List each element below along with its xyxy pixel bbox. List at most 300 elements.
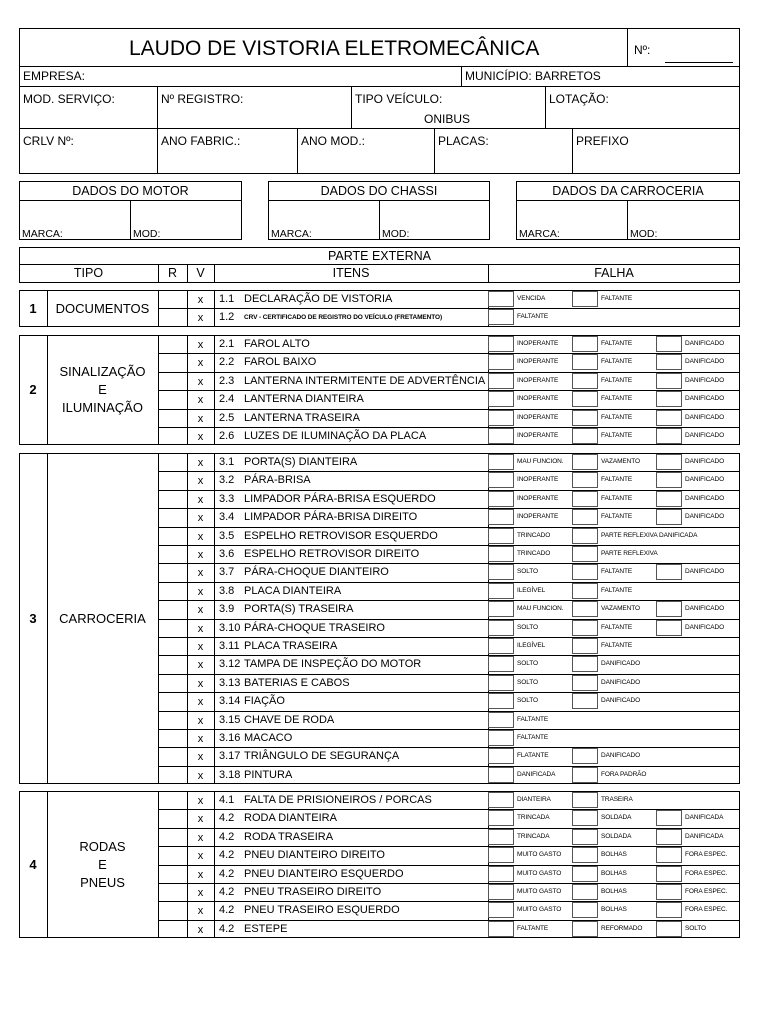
fail-option-label: VAZAMENTO — [601, 458, 640, 465]
fail-checkbox[interactable] — [572, 638, 598, 654]
fail-checkbox[interactable] — [572, 810, 598, 826]
fail-checkbox[interactable] — [572, 354, 598, 370]
fail-checkbox[interactable] — [488, 884, 514, 900]
v-check-mark[interactable]: x — [197, 375, 204, 388]
section-name: ILUMINAÇÃO — [62, 400, 143, 415]
fail-option-label: INOPERANTE — [517, 340, 559, 347]
v-check-mark[interactable]: x — [197, 512, 204, 525]
fail-option-label: TRINCADA — [517, 832, 550, 840]
carroceria-marca-label: MARCA: — [519, 228, 560, 240]
item-label: FALTA DE PRISIONEIROS / PORCAS — [244, 794, 432, 806]
fail-option-label: DANIFICADA — [517, 770, 556, 778]
item-label: PLACA TRASEIRA — [244, 640, 338, 652]
fail-option-label: SOLDADA — [601, 814, 632, 822]
row-divider — [158, 353, 740, 354]
fail-checkbox[interactable] — [656, 354, 682, 370]
fail-option-label: DANIFICADO — [685, 376, 725, 384]
section-name: RODAS — [79, 838, 126, 854]
fail-checkbox[interactable] — [572, 693, 598, 709]
fail-checkbox[interactable] — [572, 410, 598, 426]
fail-checkbox[interactable] — [488, 847, 514, 863]
fail-checkbox[interactable] — [572, 564, 598, 580]
fail-option-label: DANIFICADO — [601, 678, 641, 686]
v-check-mark[interactable]: x — [197, 431, 204, 443]
fail-checkbox[interactable] — [488, 866, 514, 882]
row-divider — [158, 372, 740, 373]
fail-checkbox[interactable] — [488, 472, 514, 488]
v-check-mark[interactable]: x — [197, 831, 204, 844]
fail-option-label: FORA ESPEC. — [685, 869, 728, 877]
item-label: LUZES DE ILUMINAÇÃO DA PLACA — [244, 430, 427, 442]
fail-option-label: DANIFICADO — [685, 494, 725, 502]
fail-checkbox[interactable] — [488, 428, 514, 444]
r-checkbox[interactable] — [159, 309, 186, 325]
fail-option-label: BOLHAS — [601, 869, 627, 877]
item-label: RODA TRASEIRA — [244, 830, 334, 843]
fail-checkbox[interactable] — [572, 336, 598, 352]
fail-option-label: DANIFICADA — [685, 832, 724, 840]
item-label: PNEU DIANTEIRO ESQUERDO — [244, 867, 404, 880]
fail-checkbox[interactable] — [488, 620, 514, 636]
v-check-mark[interactable]: x — [197, 475, 204, 488]
fail-checkbox[interactable] — [656, 428, 682, 444]
r-checkbox[interactable] — [159, 829, 186, 845]
fail-checkbox[interactable] — [572, 428, 598, 444]
item-label: PÁRA-BRISA — [244, 474, 311, 487]
r-checkbox[interactable] — [159, 509, 186, 525]
fail-checkbox[interactable] — [572, 291, 598, 307]
v-check-mark[interactable]: x — [197, 677, 204, 690]
row-divider — [158, 692, 740, 693]
fail-checkbox[interactable] — [656, 902, 682, 918]
r-checkbox[interactable] — [159, 693, 186, 709]
fail-option-label: DANIFICADO — [685, 413, 725, 421]
fail-option-label: VENCIDA — [517, 295, 546, 302]
fail-option-label: DANIFICADO — [685, 358, 725, 366]
fail-option-label: FALTANTE — [601, 376, 633, 384]
fail-checkbox[interactable] — [572, 884, 598, 900]
fail-checkbox[interactable] — [656, 373, 682, 389]
fail-checkbox[interactable] — [572, 546, 598, 562]
fail-checkbox[interactable] — [656, 410, 682, 426]
row-divider — [158, 545, 740, 546]
fail-checkbox[interactable] — [656, 491, 682, 507]
item-code: 4.2 — [219, 849, 235, 862]
fail-checkbox[interactable] — [656, 620, 682, 636]
chassi-mod-label: MOD: — [382, 228, 410, 240]
fail-option-label: MUITO GASTO — [517, 888, 562, 895]
fail-checkbox[interactable] — [488, 921, 514, 937]
item-label: RODA DIANTEIRA — [244, 812, 337, 825]
fail-option-label: DANIFICADA — [685, 814, 724, 822]
fail-option-label: SOLTO — [685, 924, 706, 932]
fail-checkbox[interactable] — [488, 546, 514, 562]
item-code: 4.2 — [219, 886, 235, 898]
carroceria-mod-label: MOD: — [630, 228, 658, 240]
fail-checkbox[interactable] — [656, 866, 682, 882]
row-divider — [158, 920, 740, 921]
fail-option-label: INOPERANTE — [517, 494, 559, 502]
item-code: 3.13 — [219, 676, 241, 689]
r-checkbox[interactable] — [159, 472, 186, 488]
fail-checkbox[interactable] — [656, 472, 682, 488]
fail-checkbox[interactable] — [572, 620, 598, 636]
item-code: 2.3 — [219, 374, 235, 387]
fail-option-label: FALTANTE — [601, 432, 633, 439]
v-check-mark[interactable]: x — [197, 457, 204, 469]
prefixo-label: PREFIXO — [576, 134, 629, 148]
item-label: ESPELHO RETROVISOR ESQUERDO — [244, 529, 438, 542]
fail-option-label: FALTANTE — [601, 513, 633, 521]
fail-checkbox[interactable] — [488, 491, 514, 507]
r-checkbox[interactable] — [159, 866, 186, 882]
v-check-mark[interactable]: x — [197, 339, 204, 351]
v-check-mark[interactable]: x — [197, 751, 204, 764]
fail-option-label: TRASEIRA — [601, 796, 633, 803]
r-checkbox[interactable] — [159, 620, 186, 636]
fail-option-label: MAU FUNCION. — [517, 458, 564, 465]
section-number: 2 — [29, 382, 37, 397]
r-checkbox[interactable] — [159, 902, 186, 918]
fail-checkbox[interactable] — [656, 921, 682, 937]
r-checkbox[interactable] — [159, 921, 186, 937]
registro-label: Nº REGISTRO: — [161, 92, 244, 106]
fail-checkbox[interactable] — [572, 528, 598, 544]
r-checkbox[interactable] — [159, 767, 186, 783]
row-divider — [158, 390, 740, 391]
v-check-mark[interactable]: x — [197, 659, 204, 672]
section-name: E — [98, 382, 107, 397]
r-checkbox[interactable] — [159, 354, 186, 370]
fail-option-label: DANIFICADO — [685, 476, 725, 484]
v-check-mark[interactable]: x — [197, 795, 204, 807]
r-checkbox[interactable] — [159, 546, 186, 562]
row-divider — [158, 883, 740, 884]
fail-checkbox[interactable] — [488, 792, 514, 808]
item-label: PORTA(S) DIANTEIRA — [244, 456, 358, 468]
item-code: 2.1 — [219, 338, 235, 350]
fail-option-label: FALTANTE — [601, 395, 633, 403]
row-divider — [158, 828, 740, 829]
fail-checkbox[interactable] — [572, 454, 598, 470]
fail-checkbox[interactable] — [572, 675, 598, 691]
fail-option-label: PARTE REFLEXIVA DANIFICADA — [601, 531, 698, 539]
r-checkbox[interactable] — [159, 884, 186, 900]
r-checkbox[interactable] — [159, 792, 186, 808]
v-check-mark[interactable]: x — [197, 622, 204, 635]
r-checkbox[interactable] — [159, 336, 186, 352]
v-check-mark[interactable]: x — [197, 567, 204, 580]
fail-checkbox[interactable] — [488, 748, 514, 764]
r-checkbox[interactable] — [159, 748, 186, 764]
v-check-mark[interactable]: x — [197, 493, 204, 506]
fail-checkbox[interactable] — [572, 601, 598, 617]
fail-checkbox[interactable] — [572, 491, 598, 507]
fail-checkbox[interactable] — [488, 410, 514, 426]
fail-checkbox[interactable] — [488, 656, 514, 672]
numero-label: Nº: — [634, 43, 651, 57]
v-check-mark[interactable]: x — [197, 357, 204, 370]
fail-option-label: FORA ESPEC. — [685, 906, 728, 914]
fail-checkbox[interactable] — [572, 391, 598, 407]
row-divider — [158, 308, 740, 309]
item-code: 3.4 — [219, 511, 235, 524]
item-code: 3.3 — [219, 492, 235, 505]
fail-checkbox[interactable] — [488, 712, 514, 728]
row-divider — [158, 508, 740, 509]
row-divider — [158, 846, 740, 847]
v-check-mark[interactable]: x — [197, 850, 204, 863]
fail-option-label: DANIFICADO — [685, 395, 725, 403]
fail-checkbox[interactable] — [572, 472, 598, 488]
fail-checkbox[interactable] — [572, 656, 598, 672]
tipo-veiculo-label: TIPO VEÍCULO: — [355, 92, 443, 106]
fail-checkbox[interactable] — [572, 902, 598, 918]
fail-checkbox[interactable] — [488, 902, 514, 918]
fail-checkbox[interactable] — [656, 454, 682, 470]
fail-option-label: TRINCADO — [517, 550, 551, 557]
row-divider — [158, 600, 740, 601]
fail-checkbox[interactable] — [572, 509, 598, 525]
r-checkbox[interactable] — [159, 847, 186, 863]
item-label: BATERIAS E CABOS — [244, 676, 350, 689]
fail-checkbox[interactable] — [488, 564, 514, 580]
fail-checkbox[interactable] — [656, 810, 682, 826]
fail-checkbox[interactable] — [488, 829, 514, 845]
item-code: 4.2 — [219, 812, 235, 825]
fail-checkbox[interactable] — [656, 829, 682, 845]
fail-option-label: FALTANTE — [601, 642, 633, 649]
v-check-mark[interactable]: x — [197, 868, 204, 881]
item-code: 3.8 — [219, 584, 235, 597]
fail-option-label: FALTANTE — [601, 568, 633, 576]
fail-checkbox[interactable] — [656, 601, 682, 617]
fail-checkbox[interactable] — [656, 564, 682, 580]
fail-checkbox[interactable] — [488, 373, 514, 389]
r-checkbox[interactable] — [159, 712, 186, 728]
r-checkbox[interactable] — [159, 454, 186, 470]
r-checkbox[interactable] — [159, 656, 186, 672]
v-check-mark[interactable]: x — [197, 696, 204, 709]
fail-checkbox[interactable] — [572, 748, 598, 764]
r-checkbox[interactable] — [159, 528, 186, 544]
col-v-heading: V — [196, 266, 205, 280]
item-code: 1.1 — [219, 293, 235, 305]
fail-checkbox[interactable] — [572, 866, 598, 882]
ano-mod-label: ANO MOD.: — [301, 134, 366, 148]
fail-option-label: FALTANTE — [601, 413, 633, 421]
fail-checkbox[interactable] — [572, 583, 598, 599]
fail-option-label: PARTE REFLEXIVA — [601, 550, 658, 557]
r-checkbox[interactable] — [159, 491, 186, 507]
dados-motor-title: DADOS DO MOTOR — [72, 184, 189, 198]
item-label: CHAVE DE RODA — [244, 713, 335, 726]
section-name: DOCUMENTOS — [55, 300, 150, 316]
v-check-mark[interactable]: x — [197, 530, 204, 543]
fail-checkbox[interactable] — [488, 309, 514, 325]
fail-checkbox[interactable] — [488, 354, 514, 370]
fail-checkbox[interactable] — [572, 767, 598, 783]
item-label: PORTA(S) TRASEIRA — [244, 603, 354, 616]
fail-option-label: MAU FUNCION. — [517, 605, 564, 613]
item-label: FAROL ALTO — [244, 338, 310, 350]
fail-option-label: INOPERANTE — [517, 476, 559, 484]
fail-checkbox[interactable] — [488, 509, 514, 525]
fail-checkbox[interactable] — [572, 829, 598, 845]
item-label: ESPELHO RETROVISOR DIREITO — [244, 548, 420, 560]
v-check-mark[interactable]: x — [197, 641, 204, 653]
v-check-mark[interactable]: x — [197, 394, 204, 407]
fail-checkbox[interactable] — [488, 391, 514, 407]
dados-carroceria-title: DADOS DA CARROCERIA — [552, 184, 704, 198]
fail-checkbox[interactable] — [572, 921, 598, 937]
r-checkbox[interactable] — [159, 601, 186, 617]
section-name: E — [98, 856, 107, 872]
fail-checkbox[interactable] — [488, 291, 514, 307]
fail-option-label: FALTANTE — [601, 476, 633, 484]
fail-option-label: FALTANTE — [601, 586, 633, 594]
row-divider — [158, 901, 740, 902]
fail-checkbox[interactable] — [488, 454, 514, 470]
fail-checkbox[interactable] — [656, 336, 682, 352]
section-name: PNEUS — [80, 874, 125, 890]
item-code: 3.15 — [219, 713, 241, 726]
item-code: 2.5 — [219, 411, 235, 424]
fail-checkbox[interactable] — [656, 391, 682, 407]
fail-option-label: FALTANTE — [601, 340, 633, 347]
fail-checkbox[interactable] — [488, 336, 514, 352]
fail-option-label: TRINCADA — [517, 814, 550, 822]
item-code: 4.1 — [219, 794, 235, 806]
v-check-mark[interactable]: x — [197, 549, 204, 561]
r-checkbox[interactable] — [159, 810, 186, 826]
fail-checkbox[interactable] — [488, 583, 514, 599]
col-itens-heading: ITENS — [332, 266, 370, 280]
section-name: SINALIZAÇÃO — [59, 364, 146, 379]
fail-option-label: INOPERANTE — [517, 358, 559, 366]
fail-checkbox[interactable] — [488, 638, 514, 654]
fail-option-label: BOLHAS — [601, 906, 627, 914]
col-falha-heading: FALHA — [594, 266, 634, 280]
item-code: 3.16 — [219, 732, 241, 744]
fail-checkbox[interactable] — [488, 693, 514, 709]
fail-checkbox[interactable] — [656, 509, 682, 525]
v-check-mark[interactable]: x — [197, 604, 204, 617]
fail-checkbox[interactable] — [488, 675, 514, 691]
item-code: 4.2 — [219, 867, 235, 880]
v-check-mark[interactable]: x — [197, 887, 204, 899]
fail-option-label: FALTANTE — [601, 623, 633, 631]
v-check-mark[interactable]: x — [197, 714, 204, 727]
item-code: 3.14 — [219, 695, 241, 708]
item-code: 4.2 — [219, 830, 235, 843]
v-check-mark[interactable]: x — [197, 412, 204, 425]
item-code: 3.10 — [219, 621, 241, 634]
row-divider — [158, 582, 740, 583]
fail-checkbox[interactable] — [572, 373, 598, 389]
item-label: PINTURA — [244, 768, 293, 781]
fail-checkbox[interactable] — [488, 810, 514, 826]
r-checkbox[interactable] — [159, 730, 186, 746]
fail-checkbox[interactable] — [488, 730, 514, 746]
v-check-mark[interactable]: x — [197, 813, 204, 826]
item-label: LANTERNA DIANTEIRA — [244, 393, 364, 406]
item-label: DECLARAÇÃO DE VISTORIA — [244, 293, 393, 305]
r-checkbox[interactable] — [159, 373, 186, 389]
fail-option-label: FALTANTE — [517, 924, 549, 932]
v-check-mark[interactable]: x — [197, 585, 204, 598]
fail-checkbox[interactable] — [572, 792, 598, 808]
fail-option-label: DIANTEIRA — [517, 796, 551, 803]
row-divider — [158, 563, 740, 564]
fail-option-label: SOLDADA — [601, 832, 632, 840]
fail-option-label: REFORMADO — [601, 924, 643, 932]
r-checkbox[interactable] — [159, 428, 186, 444]
fail-option-label: FORA PADRÃO — [601, 770, 647, 778]
v-check-mark[interactable]: x — [197, 905, 204, 918]
motor-mod-label: MOD: — [133, 228, 161, 240]
fail-option-label: SOLTO — [517, 623, 538, 631]
fail-checkbox[interactable] — [488, 767, 514, 783]
placas-label: PLACAS: — [438, 134, 489, 148]
item-label: PÁRA-CHOQUE DIANTEIRO — [244, 566, 389, 579]
fail-checkbox[interactable] — [572, 847, 598, 863]
item-code: 3.1 — [219, 456, 235, 468]
fail-checkbox[interactable] — [656, 847, 682, 863]
fail-checkbox[interactable] — [488, 601, 514, 617]
r-checkbox[interactable] — [159, 391, 186, 407]
fail-checkbox[interactable] — [488, 528, 514, 544]
section-number: 4 — [29, 856, 37, 872]
r-checkbox[interactable] — [159, 564, 186, 580]
page-title: LAUDO DE VISTORIA ELETROMECÂNICA — [129, 37, 540, 60]
row-divider — [158, 637, 740, 638]
fail-option-label: DANIFICADO — [685, 458, 725, 465]
numero-field-line[interactable] — [665, 62, 733, 63]
fail-option-label: FALTANTE — [601, 358, 633, 366]
fail-option-label: MUITO GASTO — [517, 906, 562, 914]
fail-option-label: DANIFICADO — [601, 697, 641, 705]
fail-checkbox[interactable] — [656, 884, 682, 900]
item-code: 3.7 — [219, 566, 235, 579]
row-divider — [158, 747, 740, 748]
v-check-mark[interactable]: x — [197, 769, 204, 782]
r-checkbox[interactable] — [159, 410, 186, 426]
item-label: PÁRA-CHOQUE TRASEIRO — [244, 621, 385, 634]
item-code: 2.6 — [219, 430, 235, 442]
motor-marca-label: MARCA: — [22, 228, 63, 240]
item-label: FIAÇÃO — [244, 695, 285, 708]
item-code: 3.6 — [219, 548, 235, 560]
v-check-mark[interactable]: x — [197, 923, 204, 936]
v-check-mark[interactable]: x — [197, 294, 204, 306]
ano-fabric-label: ANO FABRIC.: — [161, 134, 241, 148]
row-divider — [158, 619, 740, 620]
fail-option-label: FALTANTE — [517, 734, 549, 741]
row-divider — [158, 711, 740, 712]
item-code: 3.17 — [219, 750, 241, 763]
r-checkbox[interactable] — [159, 291, 186, 307]
v-check-mark[interactable]: x — [197, 312, 204, 325]
chassi-marca-label: MARCA: — [271, 228, 312, 240]
r-checkbox[interactable] — [159, 583, 186, 599]
row-divider — [158, 427, 740, 428]
v-check-mark[interactable]: x — [197, 733, 204, 745]
r-checkbox[interactable] — [159, 675, 186, 691]
r-checkbox[interactable] — [159, 638, 186, 654]
item-code: 3.5 — [219, 529, 235, 542]
fail-option-label: DANIFICADO — [601, 752, 641, 760]
